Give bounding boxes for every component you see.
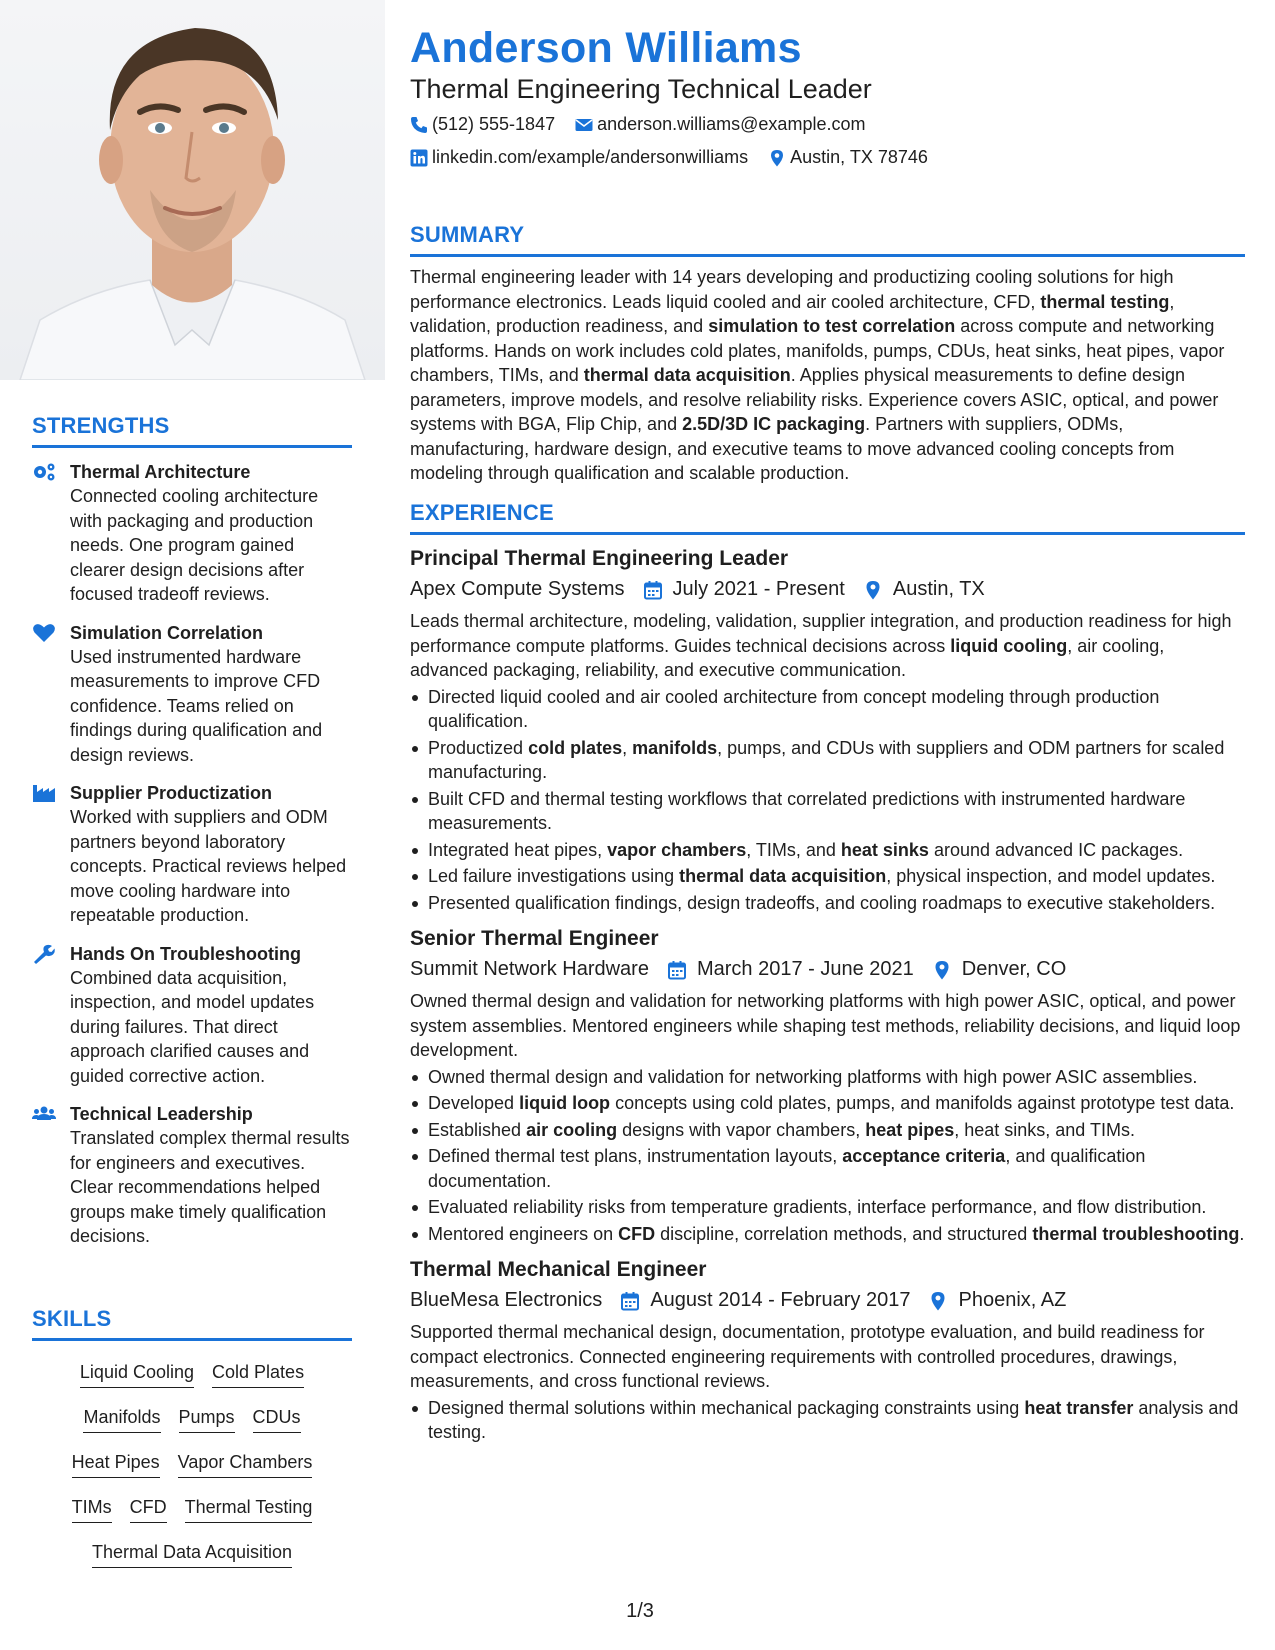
strengths-section (32, 413, 352, 1263)
job-title: Thermal Mechanical Engineer (410, 1258, 707, 1281)
bullet-item: Defined thermal test plans, instrumentation layouts, acceptance criteria, and qualification documentation. (410, 1144, 1245, 1193)
calendar-icon (667, 959, 687, 979)
phone-text: (512) 555-1847 (432, 114, 556, 134)
skill-tag: Liquid Cooling (80, 1359, 194, 1388)
bullet-item: Led failure investigations using thermal data acquisition, physical inspection, and model updates. (410, 864, 1245, 889)
job-dates: August 2014 - February 2017 (650, 1289, 911, 1311)
strength-title: Simulation Correlation (70, 622, 264, 643)
linkedin-text: linkedin.com/example/andersonwilliams (432, 147, 749, 167)
job-entry (410, 1256, 1245, 1445)
skill-tag: CDUs (253, 1404, 301, 1433)
skill-tag: Manifolds (83, 1404, 160, 1433)
contact-phone[interactable] (410, 114, 555, 135)
experience-section (410, 500, 1245, 1447)
profile-photo (0, 0, 385, 380)
linkedin-icon (410, 149, 428, 167)
contact-row (410, 114, 865, 135)
job-meta (410, 1285, 1245, 1315)
job-title: Principal Thermal Engineering Leader (410, 547, 789, 570)
strength-title: Technical Leadership (70, 1104, 253, 1124)
bullet-item: Presented qualification findings, design tradeoffs, and cooling roadmaps to executive stakeholders. (410, 891, 1245, 916)
bullet-item: Directed liquid cooled and air cooled architecture from concept modeling through production qualification. (410, 685, 1245, 734)
strength-desc: Connected cooling architecture with packaging and production needs. One program gained clearer design decisions after focused tradeoff reviews. (70, 486, 319, 604)
job-meta (410, 574, 1245, 604)
bullet-item: Built CFD and thermal testing workflows that correlated predictions with instrumented hardware measurements. (410, 787, 1245, 836)
phone-icon (410, 116, 428, 134)
job-company: Summit Network Hardware (410, 958, 649, 980)
skill-row (32, 1449, 352, 1494)
strength-desc: Used instrumented hardware measurements to improve CFD confidence. Teams relied on findings during qualification and design reviews. (70, 646, 323, 765)
map-pin-icon (863, 579, 883, 599)
strengths-heading: STRENGTHS (32, 413, 352, 448)
job-entry (410, 545, 1245, 915)
bullet-item: Established air cooling designs with vapor chambers, heat pipes, heat sinks, and TIMs. (410, 1118, 1245, 1143)
email-text: anderson.williams@example.com (597, 114, 866, 134)
page-number: 1/3 (626, 1600, 654, 1622)
contact-row (410, 147, 928, 168)
strength-item (32, 460, 352, 607)
job-location: Phoenix, AZ (958, 1289, 1067, 1311)
strength-item (32, 781, 352, 928)
job-bullets (410, 1396, 1245, 1445)
skill-tag: Thermal Data Acquisition (92, 1539, 292, 1568)
portrait-photo (0, 0, 385, 380)
envelope-icon (575, 116, 593, 134)
candidate-name: Anderson Williams (410, 24, 802, 72)
job-bullets (410, 685, 1245, 916)
bullet-item: Mentored engineers on CFD discipline, correlation methods, and structured thermal troubleshooting. (410, 1222, 1245, 1247)
skill-tag: Cold Plates (212, 1359, 304, 1388)
job-description: Leads thermal architecture, modeling, validation, supplier integration, and production readiness for high performance compute platforms. Guides technical decisions across liquid cooling, air cooling, advanced packaging, reliability, and executive communication. (410, 611, 1232, 680)
calendar-icon (643, 579, 663, 599)
map-pin-icon (928, 1290, 948, 1310)
skill-row (32, 1359, 352, 1404)
skill-row (32, 1494, 352, 1539)
map-pin-icon (768, 149, 786, 167)
industry-icon (32, 783, 56, 803)
skill-tag: Thermal Testing (185, 1494, 313, 1523)
strength-desc: Worked with suppliers and ODM partners beyond laboratory concepts. Practical reviews helped move cooling hardware into repeatable production. (70, 807, 347, 925)
map-pin-icon (932, 959, 952, 979)
bullet-item: Owned thermal design and validation for networking platforms with high power ASIC assemblies. (410, 1065, 1245, 1090)
strength-title: Thermal Architecture (70, 462, 251, 482)
skill-row (32, 1539, 352, 1584)
skills-list (32, 1359, 352, 1584)
job-description: Owned thermal design and validation for networking platforms with high power ASIC, optical, and power system assemblies. Mentored engineers while shaping test methods, reliability decisions, and liquid loop development. (410, 991, 1241, 1060)
strength-item (32, 942, 352, 1089)
strength-item (32, 621, 352, 768)
summary-text: Thermal engineering leader with 14 years developing and productizing cooling solutions for high performance electronics. Leads liquid cooled and air cooled architecture, CFD, thermal testing, validation, production readiness, and simulation to test correlation across compute and networking platforms. Hands on work includes cold plates, manifolds, pumps, CDUs, heat sinks, heat pipes, vapor chambers, TIMs, and thermal data acquisition. Applies physical measurements to define design parameters, improve models, and resolve reliability risks. Experience covers ASIC, optical, and power systems with BGA, Flip Chip, and 2.5D/3D IC packaging. Partners with suppliers, ODMs, manufacturing, hardware design, and executive teams to move advanced cooling concepts from modeling through qualification and scalable production. (410, 267, 1225, 483)
location-text: Austin, TX 78746 (790, 147, 928, 167)
job-dates: July 2021 - Present (672, 578, 845, 600)
contact-linkedin[interactable] (410, 147, 748, 168)
job-location: Denver, CO (961, 958, 1067, 980)
skills-heading: SKILLS (32, 1306, 352, 1341)
skill-tag: Vapor Chambers (178, 1449, 313, 1478)
bullet-item: Productized cold plates, manifolds, pumps, and CDUs with suppliers and ODM partners for scaled manufacturing. (410, 736, 1245, 785)
job-company: BlueMesa Electronics (410, 1289, 603, 1311)
experience-heading: EXPERIENCE (410, 500, 1245, 535)
calendar-icon (620, 1290, 640, 1310)
job-meta (410, 954, 1245, 984)
users-icon (32, 1104, 56, 1124)
headline: Thermal Engineering Technical Leader (410, 74, 872, 104)
skill-tag: Heat Pipes (72, 1449, 160, 1478)
strength-desc: Combined data acquisition, inspection, and model updates during failures. That direct approach clarified causes and guided corrective action. (70, 967, 315, 1086)
bullet-item: Integrated heat pipes, vapor chambers, TIMs, and heat sinks around advanced IC packages. (410, 838, 1245, 863)
bullet-item: Evaluated reliability risks from temperature gradients, interface performance, and flow distribution. (410, 1195, 1245, 1220)
strength-title: Supplier Productization (70, 783, 273, 803)
strength-item (32, 1102, 352, 1249)
skill-tag: Pumps (179, 1404, 235, 1433)
gears-icon (32, 462, 56, 482)
skill-tag: TIMs (72, 1494, 112, 1523)
bullet-item: Developed liquid loop concepts using cold plates, pumps, and manifolds against prototype test data. (410, 1091, 1245, 1116)
job-description: Supported thermal mechanical design, documentation, prototype evaluation, and build readiness for compact electronics. Connected engineering requirements with controlled procedures, drawings, measurements, and cross functional reviews. (410, 1322, 1205, 1391)
summary-heading: SUMMARY (410, 222, 1245, 257)
bullet-item: Designed thermal solutions within mechanical packaging constraints using heat transfer analysis and testing. (410, 1396, 1245, 1445)
strengths-list (32, 460, 352, 1249)
job-location: Austin, TX (892, 578, 985, 600)
strength-desc: Translated complex thermal results for engineers and executives. Clear recommendations helped groups make timely qualification decisions. (70, 1128, 350, 1246)
wrench-icon (32, 944, 56, 964)
skills-section (32, 1306, 352, 1584)
contact-email[interactable] (575, 114, 865, 135)
job-title: Senior Thermal Engineer (410, 927, 659, 950)
job-bullets (410, 1065, 1245, 1247)
job-entry (410, 925, 1245, 1246)
strength-title: Hands On Troubleshooting (70, 943, 301, 964)
job-dates: March 2017 - June 2021 (696, 958, 914, 980)
sidebar (0, 0, 385, 1650)
contact-location (768, 147, 928, 168)
skill-row (32, 1404, 352, 1449)
heart-icon (32, 623, 56, 643)
summary-section (410, 222, 1245, 486)
skill-tag: CFD (130, 1494, 167, 1523)
job-company: Apex Compute Systems (410, 578, 625, 600)
